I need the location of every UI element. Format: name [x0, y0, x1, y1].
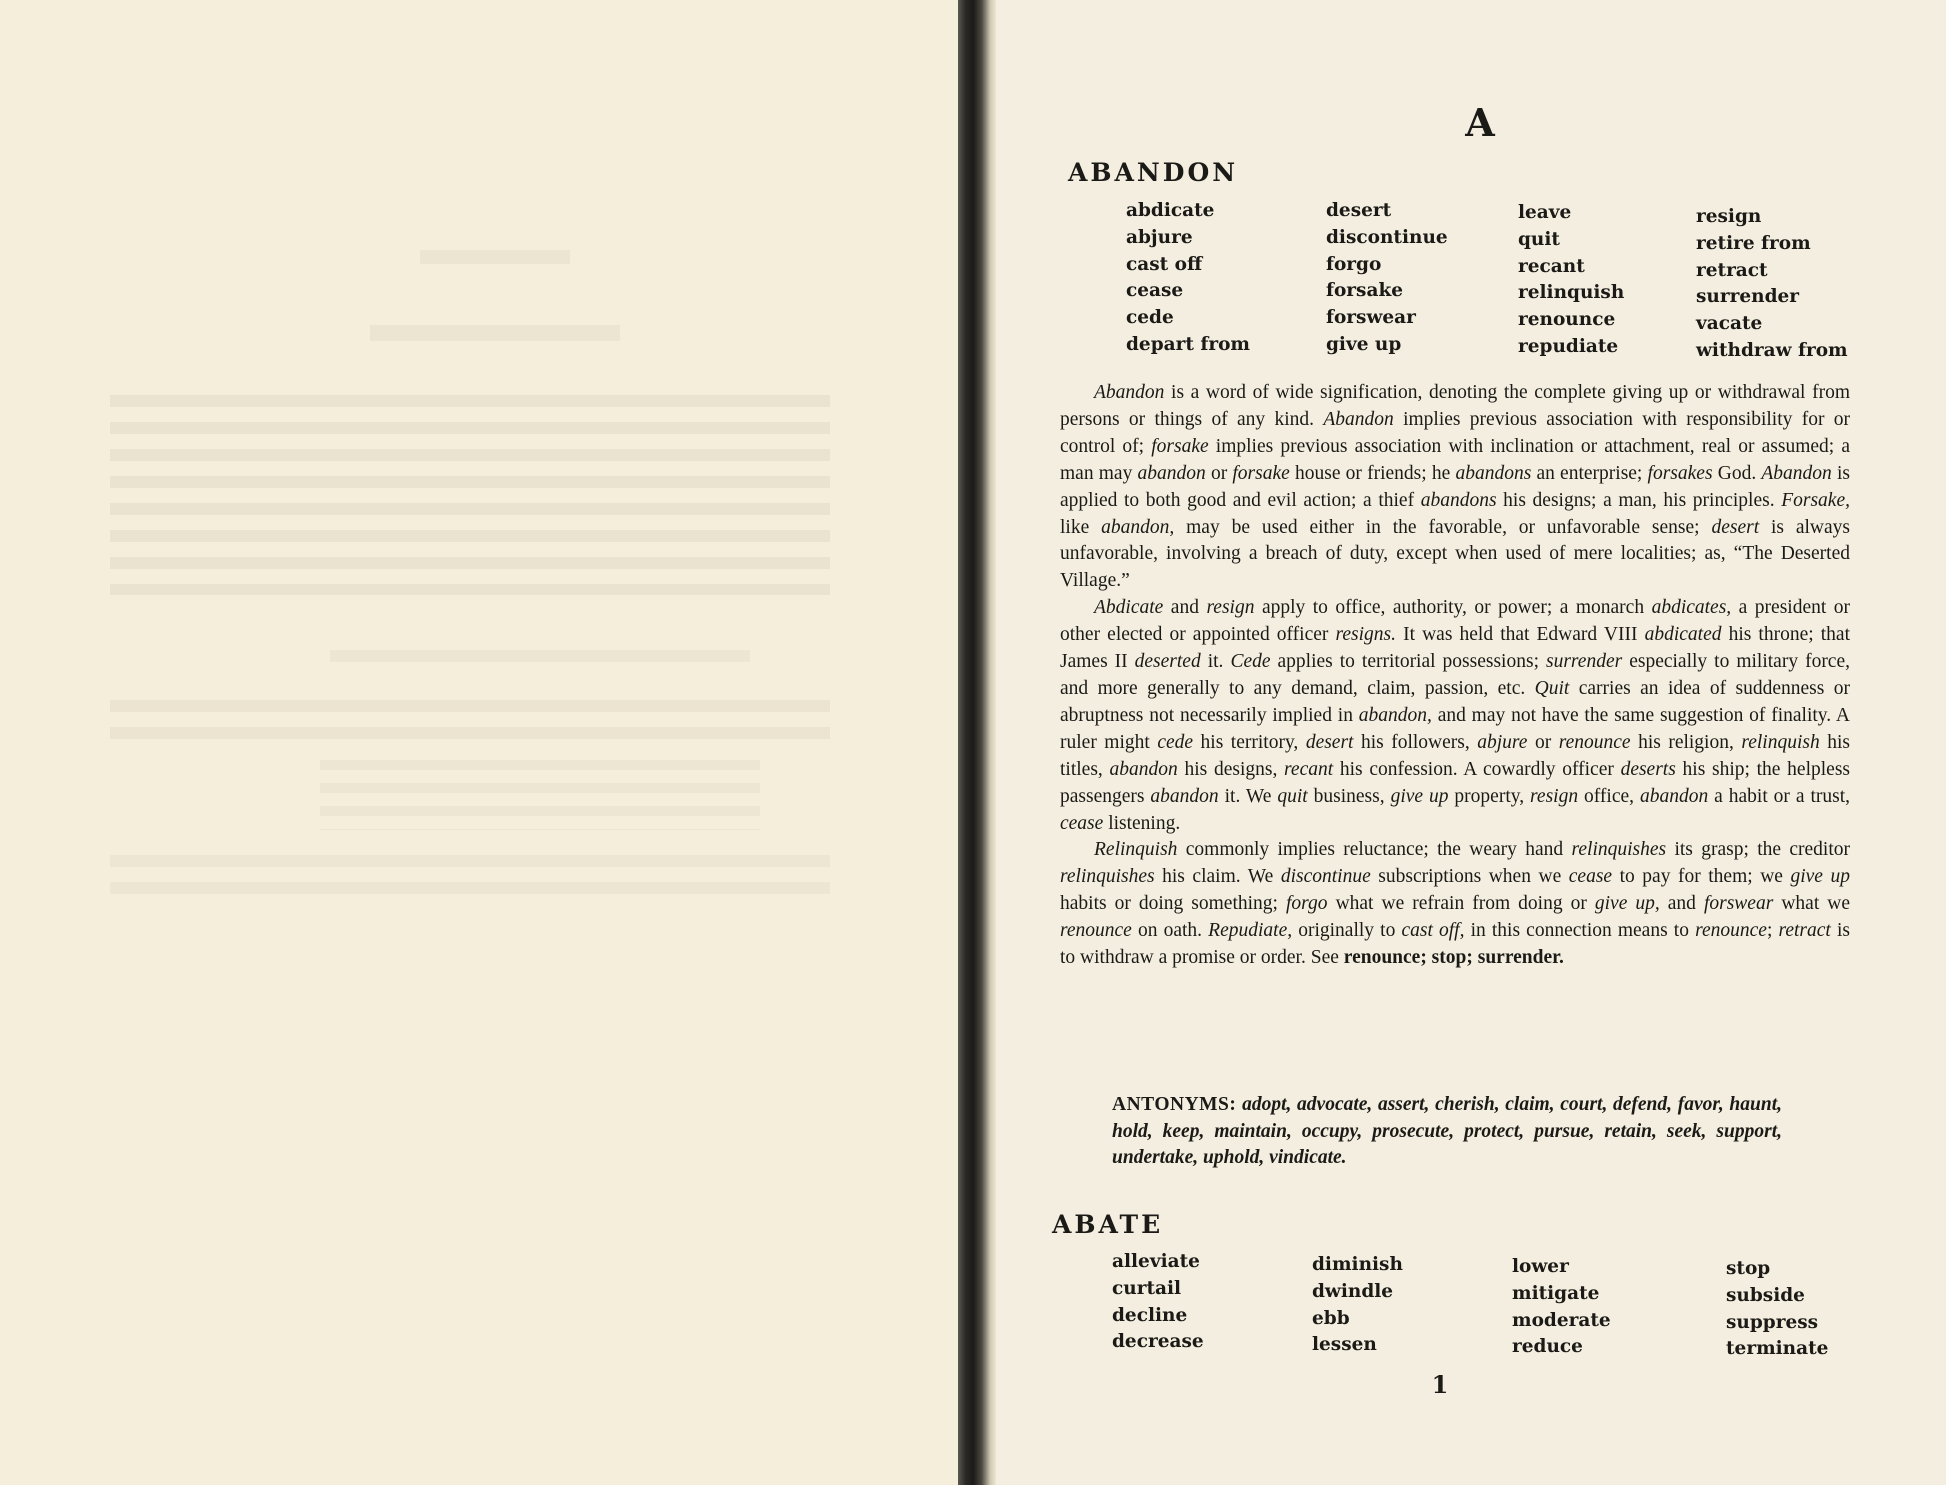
synonym: depart from	[1126, 333, 1250, 355]
discussion-paragraph: Abandon is a word of wide signification, denoting the complete giving up or withdrawal from persons or things of any kind. Abandon implies previous association with responsibility for or control of; forsake implies previous association with inclination or attachment, real or assumed; a man may abandon or forsake house or friends; he abandons an enterprise; forsakes God. Abandon is applied to both good and evil action; a thief abandons his designs; a man, his principles. Forsake, like abandon, may be used either in the favorable, or unfavorable sense; desert is always unfavorable, involving a breach of duty, except when used of mere localities; as, “The Deserted Village.”	[1060, 382, 1851, 592]
synonym: vacate	[1696, 313, 1763, 335]
synonym-column-4	[1696, 204, 1848, 365]
synonym: repudiate	[1518, 335, 1619, 357]
section-letter: A	[1465, 100, 1495, 145]
synonym: reduce	[1512, 1336, 1583, 1358]
antonyms-list: adopt, advocate, assert, cherish, claim, court, defend, favor, haunt, hold, keep, maintain, occupy, prosecute, protect, pursue, retain, seek, support, undertake, uphold, vindicate.	[1112, 1094, 1782, 1168]
discussion-paragraph: Abdicate and resign apply to office, authority, or power; a monarch abdicates, a president or other elected or appointed officer resigns. It was held that Edward VIII abdicated his throne; that James II deserted it. Cede applies to territorial possessions; surrender especially to military force, and more generally to any demand, claim, passion, etc. Quit carries an idea of suddenness or abruptness not necessarily implied in abandon, and may not have the same suggestion of finality. A ruler might cede his territory, desert his followers, abjure or renounce his religion, relinquish his titles, abandon his designs, recant his confession. A cowardly officer deserts his ship; the helpless passengers abandon it. We quit business, give up property, resign office, abandon a habit or a trust, cease listening.	[1060, 597, 1851, 834]
synonym: curtail	[1112, 1277, 1182, 1299]
synonym: diminish	[1312, 1254, 1403, 1275]
abate-synonym-column-4	[1726, 1256, 1828, 1363]
synonym: terminate	[1726, 1338, 1829, 1360]
synonym: alleviate	[1112, 1251, 1200, 1272]
synonym: abjure	[1126, 226, 1193, 248]
synonym: subside	[1726, 1284, 1805, 1306]
synonym: suppress	[1726, 1311, 1819, 1333]
synonym: quit	[1518, 228, 1560, 250]
page-number: 1	[1431, 1370, 1449, 1399]
synonym: leave	[1518, 202, 1572, 223]
synonym: desert	[1326, 200, 1392, 221]
synonym: decline	[1112, 1304, 1188, 1326]
synonym: withdraw from	[1696, 339, 1848, 361]
synonym: give up	[1326, 333, 1402, 355]
synonym-column-2	[1326, 198, 1448, 359]
book-gutter	[958, 0, 996, 1485]
synonym: forgo	[1326, 253, 1382, 275]
antonyms-label: ANTONYMS:	[1112, 1094, 1237, 1115]
synonym: recant	[1518, 255, 1585, 277]
synonym: lower	[1512, 1256, 1569, 1277]
antonyms-block	[1112, 1092, 1782, 1172]
synonym: abdicate	[1126, 200, 1215, 221]
synonym: forswear	[1326, 307, 1416, 329]
synonym: resign	[1696, 206, 1762, 227]
synonym: discontinue	[1326, 226, 1448, 248]
headword-abate: ABATE	[1052, 1210, 1164, 1239]
synonym: decrease	[1112, 1331, 1204, 1353]
entry-discussion	[1060, 380, 1850, 972]
synonym: renounce	[1518, 309, 1616, 331]
synonym: surrender	[1696, 286, 1800, 308]
synonym: retire from	[1696, 232, 1811, 254]
synonym: retract	[1696, 259, 1768, 281]
discussion-paragraph: Relinquish commonly implies reluctance; the weary hand relinquishes its grasp; the creditor relinquishes his claim. We discontinue subscriptions when we cease to pay for them; we give up habits or doing something; forgo what we refrain from doing or give up, and forswear what we renounce on oath. Repudiate, originally to cast off, in this connection means to renounce; retract is to withdraw a promise or order. See renounce; stop; surrender.	[1060, 839, 1850, 969]
synonym-column-1	[1126, 198, 1250, 359]
abate-synonym-column-1	[1112, 1249, 1204, 1356]
synonym: cede	[1126, 307, 1174, 329]
synonym: stop	[1726, 1258, 1771, 1279]
synonym: relinquish	[1518, 282, 1625, 304]
synonym: mitigate	[1512, 1282, 1600, 1304]
synonym: dwindle	[1312, 1280, 1394, 1302]
synonym: cease	[1126, 280, 1184, 302]
synonym: moderate	[1512, 1309, 1611, 1331]
headword-abandon: ABANDON	[1068, 158, 1239, 187]
synonym: lessen	[1312, 1334, 1377, 1356]
synonym-column-3	[1518, 200, 1624, 361]
synonym: forsake	[1326, 280, 1404, 302]
synonym: cast off	[1126, 253, 1203, 275]
abate-synonym-column-2	[1312, 1252, 1403, 1359]
left-page-blank	[0, 0, 958, 1485]
abate-synonym-column-3	[1512, 1254, 1611, 1361]
synonym: ebb	[1312, 1307, 1350, 1329]
